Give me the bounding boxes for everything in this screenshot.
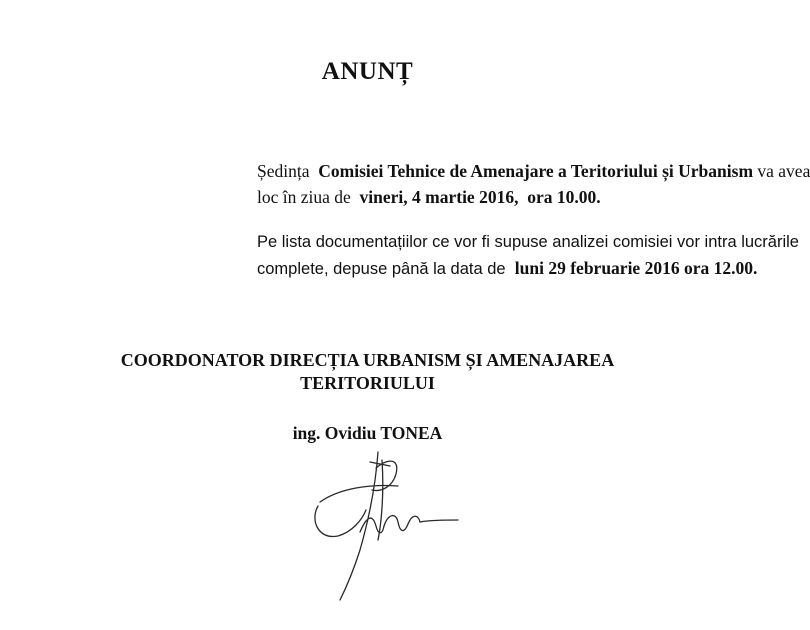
meeting-intro: Ședința — [257, 161, 310, 181]
signatory-role-line-1: COORDONATOR DIRECȚIA URBANISM ȘI AMENAJAREA — [120, 350, 615, 370]
submission-deadline: luni 29 februarie 2016 ora 12.00. — [514, 258, 758, 278]
signatory-role-line-2: TERITORIULUI — [300, 373, 435, 393]
deadline-intro: complete, depuse până la data de — [257, 260, 506, 278]
documents-line-2 — [257, 257, 757, 281]
meeting-tail: va avea — [757, 161, 810, 181]
committee-name: Comisiei Tehnice de Amenajare a Teritoriului și Urbanism — [318, 161, 754, 181]
meeting-hour: ora 10.00. — [527, 187, 601, 207]
meeting-line-1 — [257, 160, 810, 183]
handwritten-signature — [300, 440, 460, 610]
signatory-name: ing. Ovidiu TONEA — [292, 423, 443, 443]
meeting-date: vineri, 4 martie 2016, — [359, 187, 519, 207]
documents-line-1: Pe lista documentațiilor ce vor fi supuse analizei comisiei vor intra lucrările — [257, 233, 799, 251]
meeting-line-2 — [257, 186, 601, 209]
announcement-title: ANUNȚ — [321, 58, 414, 85]
meeting-day-intro: loc în ziua de — [257, 187, 351, 207]
